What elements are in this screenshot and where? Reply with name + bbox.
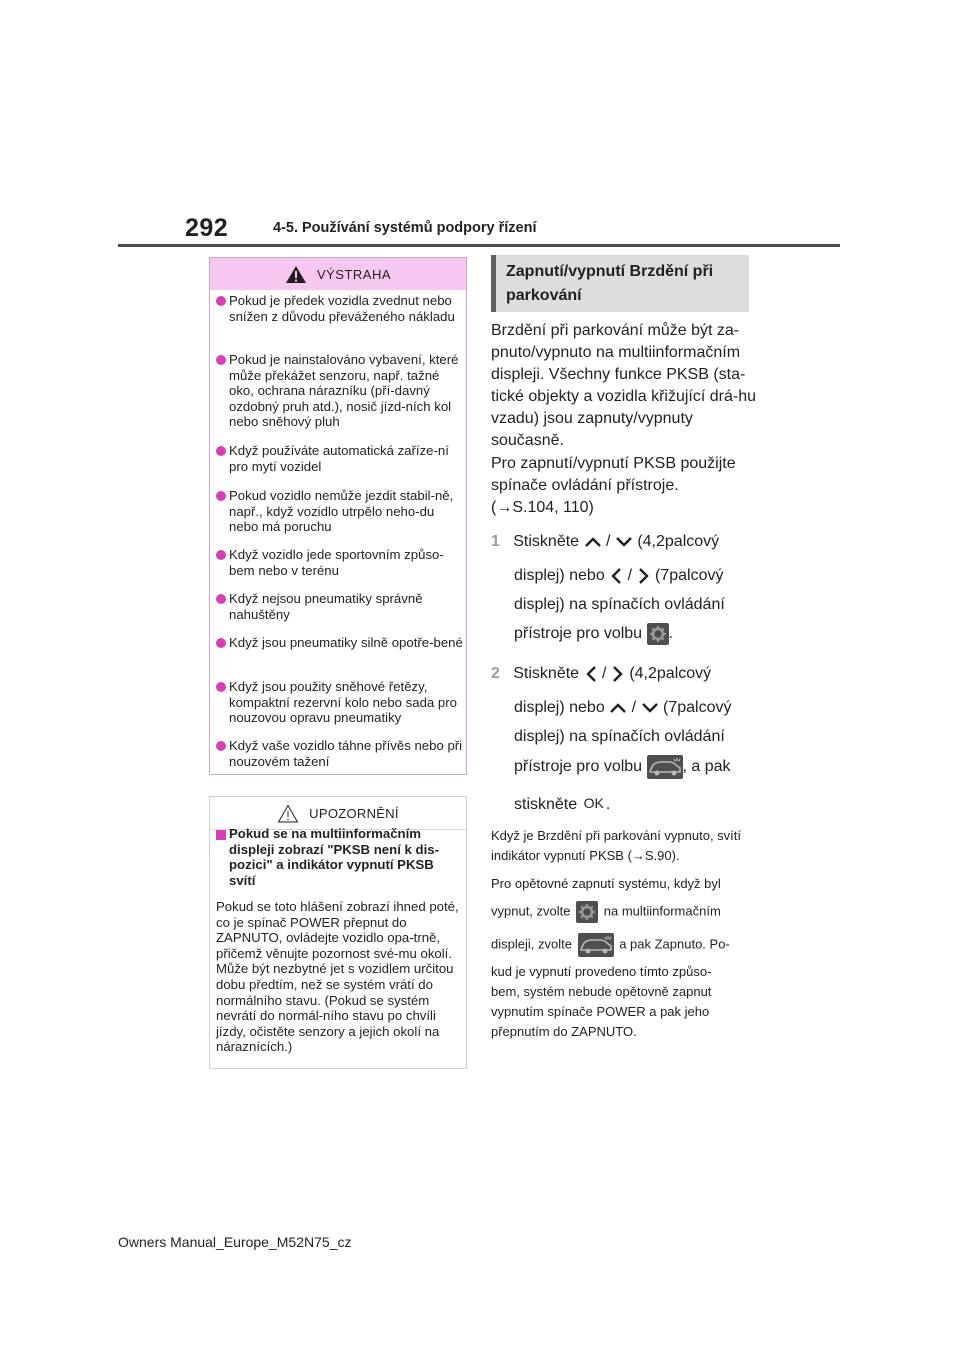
note-line: vypnut, zvolte na multiinformačním <box>491 901 761 923</box>
gear-settings-icon <box>576 901 598 923</box>
bullet-icon <box>216 741 226 751</box>
caution-title: UPOZORNĚNÍ <box>309 805 399 821</box>
warning-header <box>210 258 466 290</box>
warning-box <box>209 257 467 775</box>
ok-button-symbol: OK <box>583 795 604 811</box>
square-bullet-icon <box>216 830 226 840</box>
warning-item: Pokud je předek vozidla zvednut nebo snížen z důvodu převáženého nákladu <box>216 293 464 324</box>
warning-item: Když vozidlo jede sportovním způso-bem nebo v terénu <box>216 547 464 578</box>
chevron-up-icon <box>609 701 627 715</box>
warning-item: Když nejsou pneumatiky správně nahuštěny <box>216 591 464 622</box>
caution-body: Pokud se toto hlášení zobrazí ihned poté, co je spínač POWER přepnut do ZAPNUTO, ovládejte vozidlo opa-trně, přičemž věnujte pozornost své-mu okolí. Může být nezbytné jet s vozidlem určitou dobu předtím, než se systém vrátí do normálního stavu. (Pokud se systém nevrátí do normál-ního stavu po chvíli jízdy, očistěte senzory a jejich okolí na náraznících.) <box>216 899 459 1055</box>
step-2-line-5: stiskněte OK . <box>514 792 779 816</box>
step-number: 1 <box>491 533 500 550</box>
chevron-left-icon <box>584 665 598 683</box>
caution-heading: Pokud se na multiinformačním displeji zobrazí "PKSB není k dis-pozici" a indikátor vypnutí PKSB svítí <box>229 826 439 888</box>
warning-item: Když vaše vozidlo táhne přívěs nebo při nouzovém tažení <box>216 738 464 769</box>
step-2-line-3: displej) na spínačích ovládání <box>514 728 725 745</box>
step-1-line-4: přístroje pro volbu . <box>514 623 779 645</box>
bullet-icon <box>216 296 226 306</box>
page-reference: (→S.104, 110) <box>491 499 594 516</box>
note-line: přepnutím do ZAPNUTO. <box>491 1024 637 1039</box>
warning-triangle-icon <box>285 265 307 284</box>
feature-heading-box <box>491 255 749 312</box>
bullet-icon <box>216 638 226 648</box>
warning-item: Když používáte automatická zaříze-ní pro mytí vozidel <box>216 443 464 474</box>
step-1-line-2: displej) nebo / (7palcový <box>514 567 724 584</box>
switch-paragraph: Pro zapnutí/vypnutí PKSB použijte spínače ovládání přístroje. (→S.104, 110) <box>491 455 736 516</box>
note-parking-brake-off: Když je Brzdění při parkování vypnuto, svítí indikátor vypnutí PKSB (→S.90). <box>491 828 742 863</box>
gear-settings-icon <box>647 623 669 645</box>
bullet-icon <box>216 491 226 501</box>
step-2-line-4: přístroje pro volbu , a pak <box>514 755 779 779</box>
bullet-icon <box>216 446 226 456</box>
bullet-icon <box>216 550 226 560</box>
note-line: displeji, zvolte a pak Zapnuto. Po- <box>491 933 761 957</box>
parking-brake-car-icon <box>647 755 683 779</box>
parking-brake-car-icon <box>578 933 614 957</box>
page-number: 292 <box>185 214 229 242</box>
step-number: 2 <box>491 665 500 682</box>
step-1-line-3: displej) na spínačích ovládání <box>514 596 725 613</box>
chevron-up-icon <box>584 535 602 549</box>
footer-text: Owners Manual_Europe_M52N75_cz <box>118 1234 352 1250</box>
step-1-line-1: 1 Stiskněte / (4,2palcový <box>491 533 720 550</box>
chevron-right-icon <box>611 665 625 683</box>
header-divider <box>118 244 840 247</box>
step-2-line-2: displej) nebo / (7palcový <box>514 699 732 716</box>
note-line: kud je vypnutí provedeno tímto způso- <box>491 964 712 979</box>
note-line: vypnutím spínače POWER a pak jeho <box>491 1004 710 1019</box>
warning-item: Když jsou použity sněhové řetězy, kompaktní rezervní kolo nebo sada pro nouzovou opravu pneumatiky <box>216 679 464 726</box>
bullet-icon <box>216 355 226 365</box>
intro-paragraph: Brzdění při parkování může být za-pnuto/vypnuto na multiinformačním displeji. Všechny funkce PKSB (sta-tické objekty a vozidla křižující drá-hu vzadu) jsou zapnuty/vypnuty současně. <box>491 322 756 449</box>
feature-heading: Zapnutí/vypnutí Brzdění při parkování <box>506 263 714 304</box>
step-2-line-1: 2 Stiskněte / (4,2palcový <box>491 665 712 682</box>
caution-box <box>209 796 467 1069</box>
chevron-down-icon <box>641 701 659 715</box>
note-line: bem, systém nebude opětovně zapnut <box>491 984 712 999</box>
warning-item: Pokud vozidlo nemůže jezdit stabil-ně, např., když vozidlo utrpělo neho-du nebo má poruchu <box>216 488 464 535</box>
warning-item: Pokud je nainstalováno vybavení, které může překážet senzoru, např. tažné oko, ochrana nárazníku (pří-davný ozdobný pruh atd.), nosič jízd-ních kol nebo sněhový pluh <box>216 352 464 430</box>
bullet-icon <box>216 682 226 692</box>
caution-triangle-icon <box>277 804 299 823</box>
note-line: Pro opětovné zapnutí systému, když byl <box>491 876 721 891</box>
chevron-right-icon <box>637 567 651 585</box>
warning-title: VÝSTRAHA <box>316 266 392 282</box>
chevron-down-icon <box>615 535 633 549</box>
bullet-icon <box>216 594 226 604</box>
section-title: 4-5. Používání systémů podpory řízení <box>273 220 537 236</box>
warning-item: Když jsou pneumatiky silně opotře-bené <box>216 635 464 651</box>
chevron-left-icon <box>609 567 623 585</box>
